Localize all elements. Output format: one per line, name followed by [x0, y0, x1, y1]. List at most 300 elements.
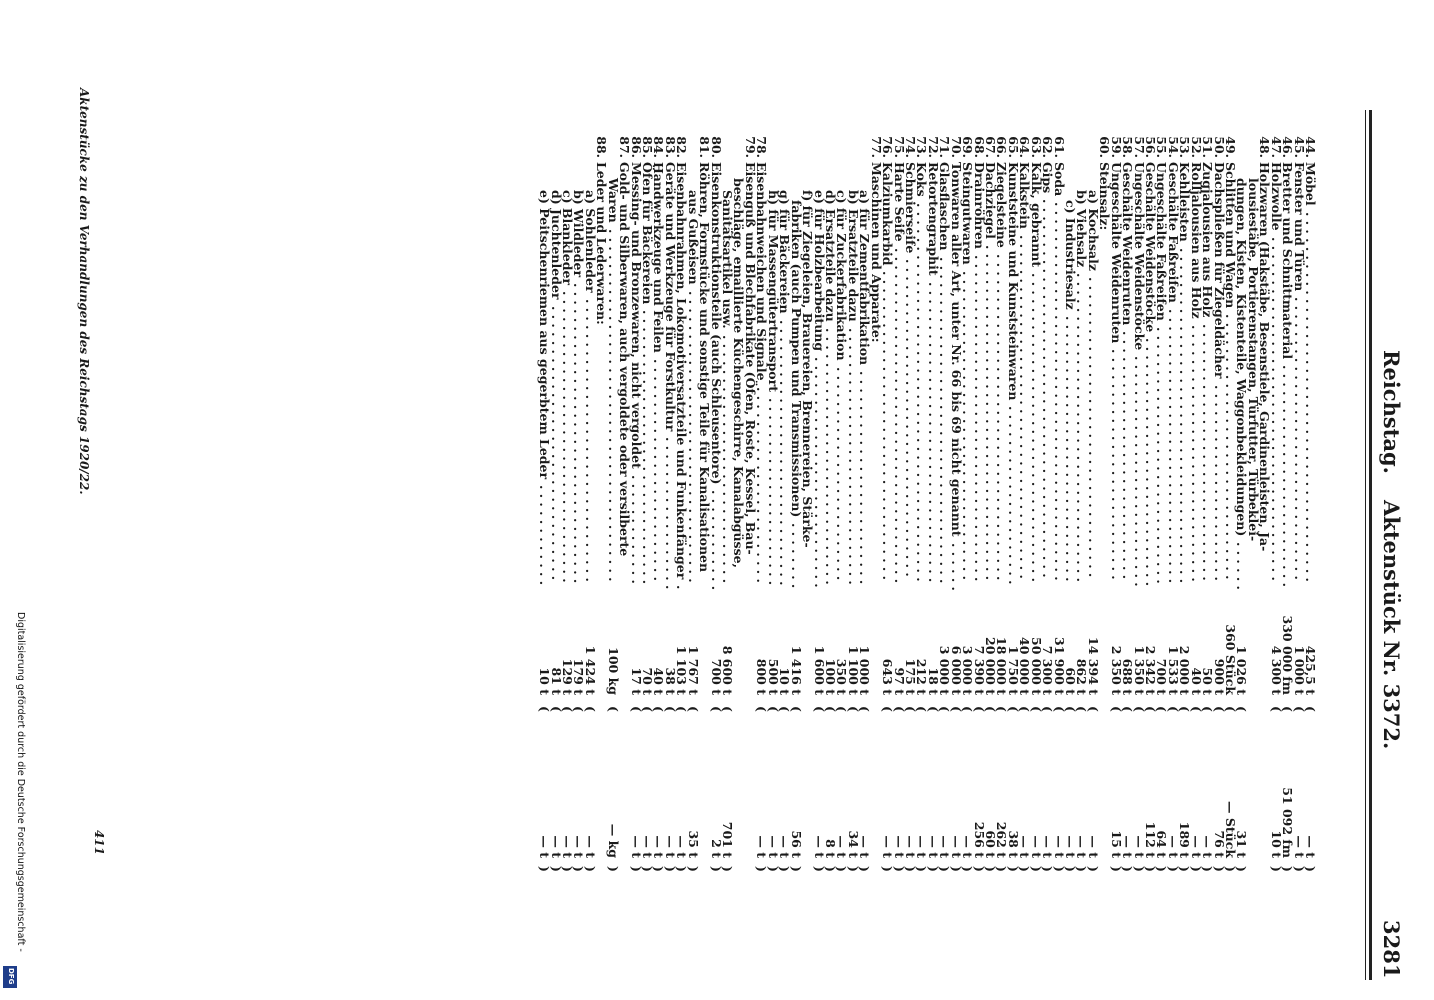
leader-dots: . . . . . . . . . . . . . . . . . . . . . . . . . . . . . . .: [777, 320, 793, 586]
row-number: 76.: [880, 136, 896, 158]
row-quantity: 7 300 t: [1040, 645, 1056, 695]
open-bracket: (: [1085, 706, 1101, 712]
close-bracket: ): [754, 866, 770, 872]
open-bracket: (: [1223, 706, 1238, 712]
close-bracket: ): [1188, 866, 1204, 872]
table-row: [1017, 0, 1033, 1000]
open-bracket: (: [674, 706, 690, 712]
row-previous-value: — t: [1200, 835, 1216, 858]
leader-dots: .: [674, 585, 690, 590]
row-previous-value: 60 t: [982, 830, 998, 858]
open-bracket: (: [811, 706, 827, 712]
row-number: 62.: [1040, 136, 1056, 158]
row-previous-value: 2 t: [708, 839, 724, 858]
leader-dots: . . . . . . . . . . . . . . . . . . . . . . . . . . . . . . . . . . . .: [960, 271, 976, 580]
row-label: Kalziumkarbid: [880, 162, 896, 266]
row-previous-value: 189 t: [1177, 821, 1193, 858]
leader-dots: . . . . . . . . . . . . . . . . . . . . . . . . . . . . . . . . . . . . . . . . . . . .: [1051, 202, 1067, 581]
row-previous-value: — t: [571, 835, 587, 858]
close-bracket: ): [1074, 866, 1090, 872]
row-number: 56.: [1142, 136, 1158, 158]
row-previous-value: — t: [582, 835, 598, 858]
close-bracket: ): [1017, 866, 1033, 872]
row-number: 54.: [1165, 136, 1181, 158]
open-bracket: (: [1268, 706, 1284, 712]
row-number: 49.: [1223, 136, 1238, 158]
table-row: [708, 0, 724, 1000]
leader-dots: . . . . . . . . . . . . . . . . . . . . . . . . .: [857, 371, 873, 585]
open-bracket: (: [834, 706, 850, 712]
open-bracket: (: [708, 706, 724, 712]
table-row: [880, 0, 896, 1000]
row-number: 82.: [674, 136, 690, 158]
table-row: [1028, 0, 1044, 1000]
leader-dots: . . . . . . . . . . . . . . . . . . . . . . . . . . . . . .: [1200, 324, 1216, 581]
close-bracket: ): [1177, 866, 1193, 872]
close-bracket: ): [914, 866, 930, 872]
row-previous-value: — t: [960, 835, 976, 858]
leader-dots: . . . . . . . . . . . . . . . . . . . . . . . . . . . . . . .: [1062, 316, 1078, 582]
row-number: 81.: [697, 136, 713, 158]
leader-dots: . . . . . . . . . . . . . . . . . . . . . . . . . . . . . . . . . . . . . .: [971, 255, 987, 582]
close-bracket: ): [948, 866, 964, 872]
leader-dots: . . . . . . . . . . . . . . . . . . . . . . . . . . . . . . . . . .: [560, 291, 576, 583]
row-number: 83.: [662, 136, 678, 158]
row-label: Dachziegel: [982, 162, 998, 239]
table-row: [628, 0, 644, 1000]
table-row: [925, 0, 941, 1000]
row-quantity: 4 300 t: [1268, 645, 1284, 695]
open-bracket: (: [902, 706, 918, 712]
row-quantity: 2 342 t: [1142, 645, 1158, 695]
row-previous-value: — t: [902, 835, 918, 858]
open-bracket: (: [640, 706, 656, 712]
open-bracket: (: [1291, 706, 1307, 712]
open-bracket: (: [1028, 706, 1044, 712]
row-quantity: 643 t: [880, 658, 896, 695]
close-bracket: ): [1040, 866, 1056, 872]
open-bracket: (: [1303, 706, 1318, 712]
open-bracket: (: [891, 706, 907, 712]
leader-dots: . . . . . . . . . . . .: [537, 485, 553, 586]
row-label: Harte Seife: [891, 162, 907, 242]
table-row: [548, 0, 564, 1000]
table-row: [1131, 0, 1147, 1000]
close-bracket: ): [1120, 866, 1136, 872]
row-quantity: 31 900 t: [1051, 637, 1067, 695]
row-label: Kunststeine und Kunststeinwaren: [1005, 162, 1021, 401]
row-label: Möbel: [1303, 162, 1318, 206]
close-bracket: ): [1005, 866, 1021, 872]
leader-dots: . . . . . . . . . . . . . . . . . . . . . . . . . . . . . . . . . . . . . . . . . . . .: [1040, 199, 1056, 578]
table-row: [834, 0, 850, 1000]
open-bracket: (: [880, 706, 896, 712]
row-previous-value: — t: [1291, 835, 1307, 858]
row-previous-value: 256 t: [971, 821, 987, 858]
row-quantity: 14 394 t: [1085, 637, 1101, 695]
row-previous-value: 31 t: [1234, 830, 1250, 858]
table-row: [1051, 0, 1067, 1000]
row-label: Geschälte Weidenstöcke: [1142, 162, 1158, 333]
row-label: Holzwaren (Hakstäbe, Besenstiele, Gardinenleisten, Ja-: [1257, 162, 1273, 552]
table-row: [720, 0, 736, 1000]
row-label: Ungeschälte Weidenruten: [1108, 162, 1124, 344]
row-label: Messing- und Bronzewaren, nicht vergoldet: [628, 162, 644, 469]
row-label: Schmierseife: [902, 162, 918, 254]
open-bracket: (: [605, 706, 621, 712]
open-bracket: (: [857, 706, 873, 712]
row-number: 70.: [948, 136, 964, 158]
row-previous-value: — t: [1165, 835, 1181, 858]
row-previous-value: 8 t: [822, 839, 838, 858]
close-bracket: ): [548, 866, 564, 872]
row-previous-value: — t: [857, 835, 873, 858]
table-row: [914, 0, 930, 1000]
row-label: Dachspließen für Ziegeldächer: [1211, 162, 1227, 379]
row-number: 48.: [1257, 136, 1273, 158]
table-row: [1142, 0, 1158, 1000]
leader-dots: . . . . . . . . . . . . . . . . . . . . . . . . . . . . . . . . . .: [685, 291, 701, 583]
open-bracket: (: [1142, 706, 1158, 712]
leader-dots: . . . . . . . . . . . . .: [628, 475, 644, 584]
leader-dots: . . . . . . . . . . . . . . . . . . . . . . . . . . .: [1108, 349, 1124, 580]
close-bracket: ): [1165, 866, 1181, 872]
row-label: Rolljalousien aus Holz: [1188, 162, 1204, 319]
page-number: 3281: [1379, 920, 1404, 979]
row-quantity: 129 t: [560, 658, 576, 695]
row-label: Waren: [605, 178, 621, 223]
row-previous-value: 51 092 fm: [1280, 787, 1296, 858]
open-bracket: (: [1108, 706, 1124, 712]
leader-dots: . . . . . . . . . . . . . . . . . . . . . . . . . . . . . . . . . . . . . . . . . . . .: [914, 203, 930, 582]
row-label: Röhren, Formstücke und sonstige Teile für Kanalisationen: [697, 162, 713, 573]
row-label: Maschinen und Apparate:: [868, 162, 884, 343]
row-previous-value: — t: [1017, 835, 1033, 858]
row-quantity: 1 767 t: [685, 645, 701, 695]
row-quantity: 179 t: [571, 658, 587, 695]
leader-dots: . . . . . . . . . . . . . . . . . . . . . . . . . . .: [1131, 356, 1147, 587]
header-left: Reichstag.: [1379, 350, 1404, 474]
row-previous-value: — t: [765, 835, 781, 858]
row-quantity: 800 t: [754, 658, 770, 695]
table-row: [1085, 0, 1101, 1000]
table-row: [1165, 0, 1181, 1000]
row-number: 79.: [742, 136, 758, 158]
open-bracket: (: [651, 706, 667, 712]
row-number: 52.: [1188, 136, 1204, 158]
leader-dots: . . . . . . . . . . . . . . . . . . . . . . . . . . . . . . . . . . . . . . . .: [1268, 237, 1284, 581]
open-bracket: (: [571, 706, 587, 712]
open-bracket: (: [982, 706, 998, 712]
close-bracket: ): [822, 866, 838, 872]
open-bracket: (: [560, 706, 576, 712]
row-label: Tonwaren aller Art, unter Nr. 66 bis 69 nicht genannt: [948, 162, 964, 537]
row-quantity: 1 533 t: [1165, 645, 1181, 695]
row-quantity: 97 t: [891, 667, 907, 695]
leader-dots: . . . . . .: [948, 543, 964, 591]
close-bracket: ): [674, 866, 690, 872]
row-quantity: 175 t: [902, 658, 918, 695]
close-bracket: ): [1223, 866, 1238, 872]
row-quantity: 20 000 t: [982, 637, 998, 695]
row-quantity: 70 t: [640, 667, 656, 695]
row-quantity: 212 t: [914, 658, 930, 695]
row-quantity: 1 026 t: [1234, 645, 1250, 695]
row-quantity: 3 000 t: [937, 645, 953, 695]
open-bracket: (: [1040, 706, 1056, 712]
table-row: [1200, 0, 1216, 1000]
leader-dots: . . . . . . . . . . . . . . . . . . . . . . . . . . . . .: [1120, 331, 1136, 580]
row-quantity: 2 350 t: [1108, 645, 1124, 695]
leader-dots: . . . . . .: [1234, 542, 1250, 590]
open-bracket: (: [582, 706, 598, 712]
close-bracket: ): [925, 866, 941, 872]
close-bracket: ): [902, 866, 918, 872]
leader-dots: . . . . . . . . . . . . . . . . . . . . . . . . . . . . . . . . . . . . . . . .: [1017, 235, 1033, 579]
row-label: Steingutwaren: [960, 162, 976, 265]
row-previous-value: 35 t: [685, 830, 701, 858]
table-row: [868, 0, 884, 1000]
row-number: 85.: [640, 136, 656, 158]
open-bracket: (: [845, 706, 861, 712]
row-previous-value: — t: [891, 835, 907, 858]
open-bracket: (: [1200, 706, 1216, 712]
row-label: Geschälte Weidenruten: [1120, 162, 1136, 326]
table-row: [1257, 0, 1273, 1000]
close-bracket: ): [1028, 866, 1044, 872]
table-row: [857, 0, 873, 1000]
row-label: beschläge, emaillierte Küchengeschirre, Kanalabgüsse,: [731, 178, 747, 568]
table-row: [1291, 0, 1307, 1000]
leader-dots: . . . . . . . . . . . . . . . . . . . . . . . . . . . . . .: [845, 328, 861, 585]
row-number: 58.: [1120, 136, 1136, 158]
table-row: [731, 0, 747, 1000]
row-previous-value: 15 t: [1108, 830, 1124, 858]
row-label: Sanitätsartikel usw.: [720, 190, 736, 329]
close-bracket: ): [811, 866, 827, 872]
close-bracket: ): [1291, 866, 1307, 872]
row-quantity: 40 t: [651, 667, 667, 695]
close-bracket: ): [1211, 866, 1227, 872]
leader-dots: . . . . . . . . . . . .: [708, 490, 724, 591]
row-number: 60.: [1097, 136, 1113, 158]
open-bracket: (: [1188, 706, 1204, 712]
leader-dots: . . . . . . . . . . . . . . . . . . . . . . . . . . . . . . .: [1223, 314, 1238, 580]
row-quantity: 18 000 t: [994, 637, 1010, 695]
row-quantity: 8 600 t: [720, 645, 736, 695]
row-quantity: 81 t: [548, 667, 564, 695]
row-label: Holzwolle: [1268, 162, 1284, 231]
row-previous-value: 34 t: [845, 830, 861, 858]
close-bracket: ): [1303, 866, 1318, 872]
row-label: c) Blankleder: [560, 190, 576, 286]
leader-dots: . . . . . . . . . . . . . . . . . . . . . . . . . . . . . .: [1154, 327, 1170, 584]
row-previous-value: 56 t: [788, 830, 804, 858]
row-label: Schlitten und Wagen: [1223, 162, 1238, 309]
row-number: 57.: [1131, 136, 1147, 158]
row-label: Eisenbahnrahmen, Lokomotiversatzteile und Funkenfänger: [674, 162, 690, 580]
row-quantity: 700 t: [1154, 658, 1170, 695]
dfg-logo-text: DFG: [7, 968, 15, 985]
open-bracket: (: [720, 706, 736, 712]
leader-dots: . . . . . . . . . . . . . . . . . . . . . . . . . . . . . . . . . . . . . .: [937, 257, 953, 584]
table-row: [674, 0, 690, 1000]
footer-page: 411: [92, 830, 106, 856]
table-row: [697, 0, 713, 1000]
row-quantity: 7 390 t: [971, 645, 987, 695]
row-quantity: 1 100 t: [845, 645, 861, 695]
row-number: 65.: [1005, 136, 1021, 158]
row-label: Gips: [1040, 162, 1056, 194]
row-number: 55.: [1154, 136, 1170, 158]
leader-dots: . . . . . . . . . . . . . . . . . . . . . . . . . . . . . . . . . . . .: [880, 271, 896, 580]
row-label: a) für Zementfabrikation: [857, 190, 873, 366]
row-number: 66.: [994, 136, 1010, 158]
close-bracket: ): [1280, 866, 1296, 872]
row-label: Ungeschälte Faßreifen: [1154, 162, 1170, 321]
leader-dots: . . . . . . . . . . . . . . . . . . . . . . . . . . . . . . . . . . . . . . . . .: [605, 229, 621, 582]
leader-dots: . . . . . . . . . . . . . . . . . . . . . . .: [754, 387, 770, 583]
table-row: [902, 0, 918, 1000]
table-row: [937, 0, 953, 1000]
row-quantity: 40 000 t: [1017, 637, 1033, 695]
leader-dots: . . . . . . . . . . . . . . . . . . . . . . . . . . . . . . . . . . .: [571, 283, 587, 584]
table-row: [1225, 0, 1236, 1000]
row-number: 77.: [868, 136, 884, 158]
table-row: [1280, 0, 1296, 1000]
open-bracket: (: [971, 706, 987, 712]
open-bracket: (: [1017, 706, 1033, 712]
row-quantity: 50 t: [1200, 667, 1216, 695]
row-previous-value: — t: [1062, 835, 1078, 858]
leader-dots: . . . . . . . . . . . . . . . . . . . . . . . . . . . . . . . . . . .: [1085, 277, 1101, 578]
leader-dots: . . . . . . . . . . . . . . . . . . . . . . . . . . .: [811, 357, 827, 588]
row-quantity: 50 000 t: [1028, 637, 1044, 695]
row-label: d) Juchtenleder: [548, 190, 564, 300]
row-quantity: 2 000 t: [1177, 645, 1193, 695]
close-bracket: ): [720, 866, 736, 872]
row-previous-value: — kg: [605, 823, 621, 858]
table-row: [822, 0, 838, 1000]
row-label: Soda: [1051, 162, 1067, 197]
table-row: [582, 0, 598, 1000]
row-quantity: 425,5 t: [1303, 645, 1318, 695]
row-quantity: 40 t: [1188, 667, 1204, 695]
open-bracket: (: [960, 706, 976, 712]
table-row: [1120, 0, 1136, 1000]
header-rule-thin: [1365, 110, 1366, 980]
row-number: 64.: [1017, 136, 1033, 158]
close-bracket: ): [685, 866, 701, 872]
row-number: 63.: [1028, 136, 1044, 158]
row-previous-value: — t: [811, 835, 827, 858]
table-row: [1005, 0, 1021, 1000]
close-bracket: ): [582, 866, 598, 872]
row-previous-value: — t: [548, 835, 564, 858]
row-quantity: 17 t: [628, 667, 644, 695]
leader-dots: . . . . . . . . . . . . . . . . . . . . .: [1005, 406, 1021, 585]
table-row: [1305, 0, 1316, 1000]
close-bracket: ): [662, 866, 678, 872]
row-number: 88.: [594, 136, 610, 158]
row-quantity: 350 t: [834, 658, 850, 695]
row-number: 67.: [982, 136, 998, 158]
row-number: 44.: [1303, 136, 1318, 158]
dfg-logo: [3, 966, 17, 988]
row-label: Kehlleisten: [1177, 162, 1193, 242]
row-previous-value: — t: [628, 835, 644, 858]
open-bracket: (: [765, 706, 781, 712]
leader-dots: . . . . . . . . . . . . . . . . . . . . . . . . . . . . .: [1142, 338, 1158, 587]
row-quantity: 500 t: [765, 658, 781, 695]
close-bracket: ): [1051, 866, 1067, 872]
table-row: [651, 0, 667, 1000]
close-bracket: ): [857, 866, 873, 872]
row-previous-value: — t: [754, 835, 770, 858]
close-bracket: ): [1154, 866, 1170, 872]
leader-dots: . . . . . . . . . . . . . . . . . . . . . . . . . . . . . . . . . . . . . . .: [982, 245, 998, 581]
leader-dots: . . . . . . . . . . . . . . . . . . . . . . . . . .: [651, 359, 667, 581]
row-number: 68.: [971, 136, 987, 158]
row-label: lousiestäbe, Portierenstangen, Türfutter, Türbeklei-: [1245, 178, 1261, 542]
table-row: [605, 0, 621, 1000]
row-label: Geschälte Faßreifen: [1165, 162, 1181, 303]
row-quantity: 38 t: [662, 667, 678, 695]
close-bracket: ): [605, 866, 621, 872]
table-row: [800, 0, 816, 1000]
open-bracket: (: [1177, 706, 1193, 712]
table-row: [1074, 0, 1090, 1000]
row-label: Eisenbahnweichen und Signale: [754, 162, 770, 381]
row-label: dungen, Kisten, Kistenteile, Waggonbekleidungen): [1234, 178, 1250, 537]
row-quantity: 18 t: [925, 667, 941, 695]
close-bracket: ): [1131, 866, 1147, 872]
table-row: [1154, 0, 1170, 1000]
row-label: d) Ersatzteile dazu: [822, 190, 838, 322]
table-row: [1062, 0, 1078, 1000]
row-label: Bretter und Schnittmaterial: [1280, 162, 1296, 360]
row-label: Koks: [914, 162, 930, 197]
close-bracket: ): [834, 866, 850, 872]
row-number: 46.: [1280, 136, 1296, 158]
open-bracket: (: [537, 706, 553, 712]
row-quantity: 330 000 fm: [1280, 615, 1296, 695]
close-bracket: ): [640, 866, 656, 872]
leader-dots: . . . . . . . . . . . . . . . . . . . . . . . . . . . . . . . .: [548, 306, 564, 581]
row-number: 72.: [925, 136, 941, 158]
row-label: fabriken (auch Pumpen und Transmissionen): [788, 200, 804, 518]
row-previous-value: — t: [914, 835, 930, 858]
table-row: [571, 0, 587, 1000]
row-label: Handwerkzeuge und Feilen: [651, 162, 667, 353]
close-bracket: ): [1062, 866, 1078, 872]
row-label: Eisenguß und Blechfabrikate (Öfen, Roste, Kessel, Bau-: [742, 162, 758, 555]
close-bracket: ): [777, 866, 793, 872]
row-quantity: 10 t: [537, 667, 553, 695]
close-bracket: ): [971, 866, 987, 872]
close-bracket: ): [560, 866, 576, 872]
table-row: [982, 0, 998, 1000]
row-quantity: 700 t: [708, 658, 724, 695]
table-row: [1097, 0, 1113, 1000]
row-quantity: 1 424 t: [582, 645, 598, 695]
table-row: [960, 0, 976, 1000]
row-number: 61.: [1051, 136, 1067, 158]
row-previous-value: 76 t: [1211, 830, 1227, 858]
open-bracket: (: [822, 706, 838, 712]
row-number: 59.: [1108, 136, 1124, 158]
leader-dots: . . . . . . . . . . . . . . . . . .: [662, 437, 678, 590]
